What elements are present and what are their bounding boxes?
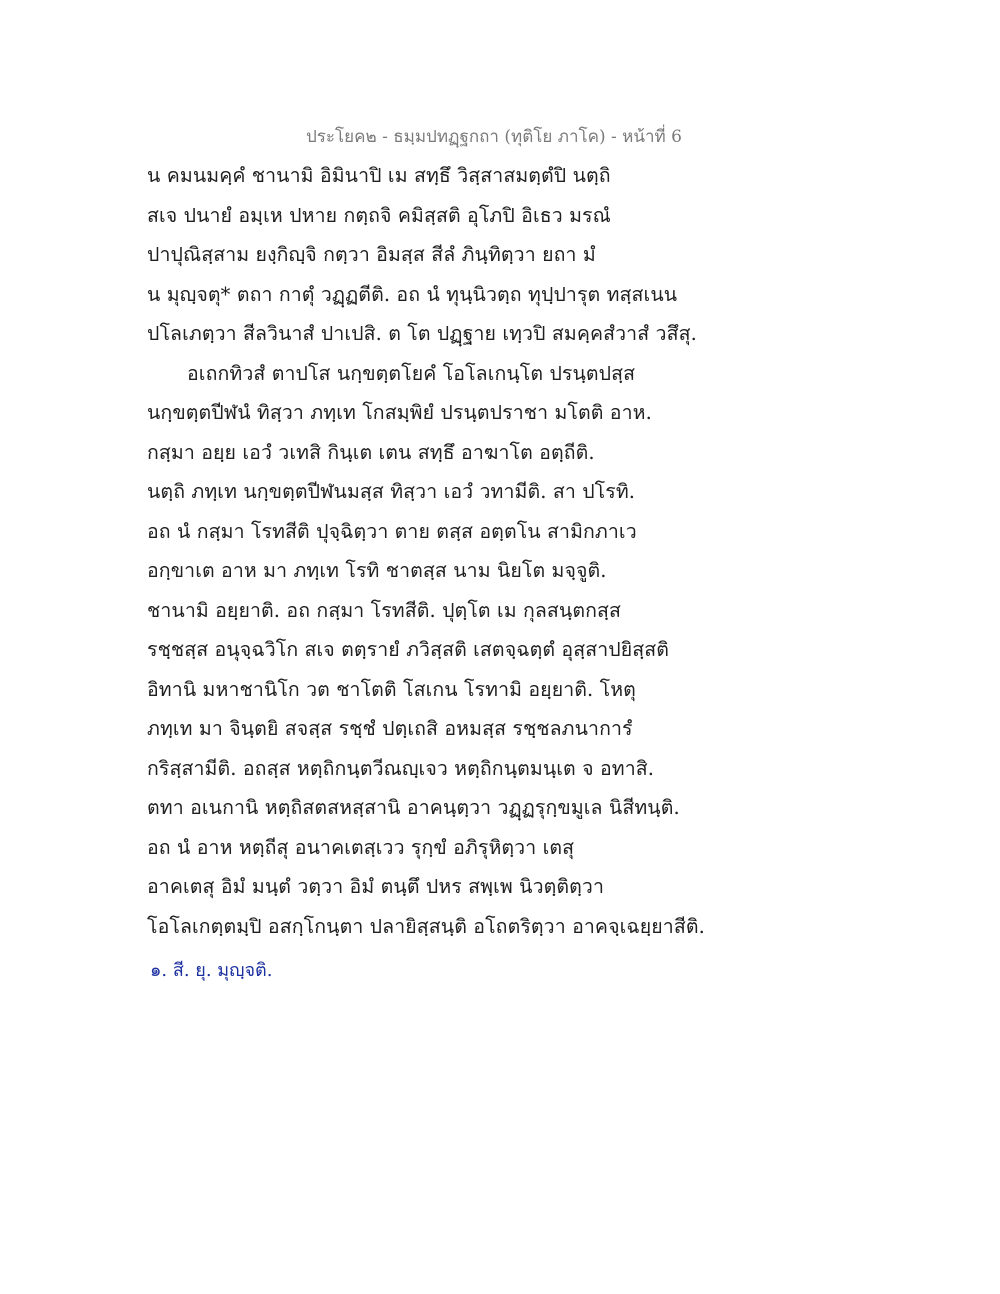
text-line: นตฺถิ ภทฺเท นกฺขตฺตปีฬนมสฺส ทิสฺวา เอวํ วทามีติ. สา ปโรทิ. (147, 480, 636, 503)
text-line: กสฺมา อยฺย เอวํ วเทสิ กินฺเต เตน สทฺธึ อาฆาโต อตฺถีติ. (147, 440, 595, 464)
text-line: นกฺขตฺตปีฬนํ ทิสฺวา ภทฺเท โกสมฺพิยํ ปรนฺตปราชา มโตติ อาห. (147, 401, 652, 424)
text-line: ปาปุณิสฺสาม ยงฺกิญฺจิ กตฺวา อิมสฺส สีลํ ภินฺทิตฺวา ยถา มํ (147, 243, 596, 266)
text-line: สเจ ปนายํ อมฺเห ปหาย กตฺถจิ คมิสฺสติ อุโภปิ อิเธว มรณํ (147, 203, 611, 227)
text-line: ภทฺเท มา จินฺตยิ สจสฺส รชฺชํ ปตฺเถสิ อหมสฺส รชฺชลภนาการํ (147, 717, 633, 740)
text-line: อถ นํ อาห หตฺถีสุ อนาคเตสฺเวว รุกฺขํ อภิรุหิตฺวา เตสุ (147, 835, 575, 859)
text-line: อาคเตสุ อิมํ มนฺตํ วตฺวา อิมํ ตนฺตึ ปหร สพฺเพ นิวตฺติตฺวา (147, 875, 605, 898)
text-line: น คมนมคฺคํ ชานามิ อิมินาปิ เม สทฺธึ วิสฺสาสมตฺตํปิ นตฺถิ (147, 164, 611, 187)
running-header: ประโยค๒ - ธมฺมปทฏฺฐกถา (ทุติโย ภาโค) - หน้าที่ 6 (305, 127, 682, 147)
text-line: อถ นํ กสฺมา โรทสีติ ปุจฺฉิตฺวา ตาย ตสฺส อตฺตโน สามิกภาเว (147, 519, 637, 543)
body-text (147, 156, 705, 946)
text-line: อิทานิ มหาชานิโก วต ชาโตติ โสเกน โรทามิ อยฺยาติ. โหตุ (147, 677, 636, 701)
text-line: อกฺขาเต อาห มา ภทฺเท โรทิ ชาตสฺส นาม นิยโต มจฺจูติ. (147, 559, 607, 582)
text-line: น มุญฺจตุ* ตถา กาตุํ วฏฺฏตีติ. อถ นํ ทุนฺนิวตฺถ ทุปฺปารุต ทสฺสเนน (147, 282, 678, 306)
text-line: รชฺชสฺส อนุจฺฉวิโก สเจ ตตฺรายํ ภวิสฺสติ เสตจฺฉตฺตํ อุสฺสาปยิสฺสติ (147, 638, 670, 661)
text-line: ปโลเภตฺวา สีลวินาสํ ปาเปสิ. ต โต ปฏฺฐาย เทฺวปิ สมคฺคสํวาสํ วสึสุ. (147, 322, 697, 345)
text-line: กริสฺสามีติ. อถสฺส หตฺถิกนฺตวีณญฺเจว หตฺถิกนฺตมนฺเต จ อทาสิ. (147, 756, 655, 780)
text-line: ตทา อเนกานิ หตฺถิสตสหสฺสานิ อาคนฺตฺวา วฏฺฏรุกฺขมูเล นิสีทนฺติ. (147, 796, 680, 819)
text-line: โอโลเกตฺตมฺปิ อสกฺโกนฺตา ปลายิสฺสนฺติ อโถตริตฺวา อาคจฺเฉยฺยาสีติ. (147, 914, 705, 938)
text-line-paragraph-start: อเถกทิวสํ ตาปโส นกฺขตฺตโยคํ โอโลเกนฺโต ปรนฺตปสฺส (187, 361, 636, 385)
footnote: ๑. สี. ยุ. มุญฺจติ. (150, 960, 273, 981)
text-line: ชานามิ อยฺยาติ. อถ กสฺมา โรทสีติ. ปุตฺโต เม กุลสนฺตกสฺส (147, 598, 622, 622)
